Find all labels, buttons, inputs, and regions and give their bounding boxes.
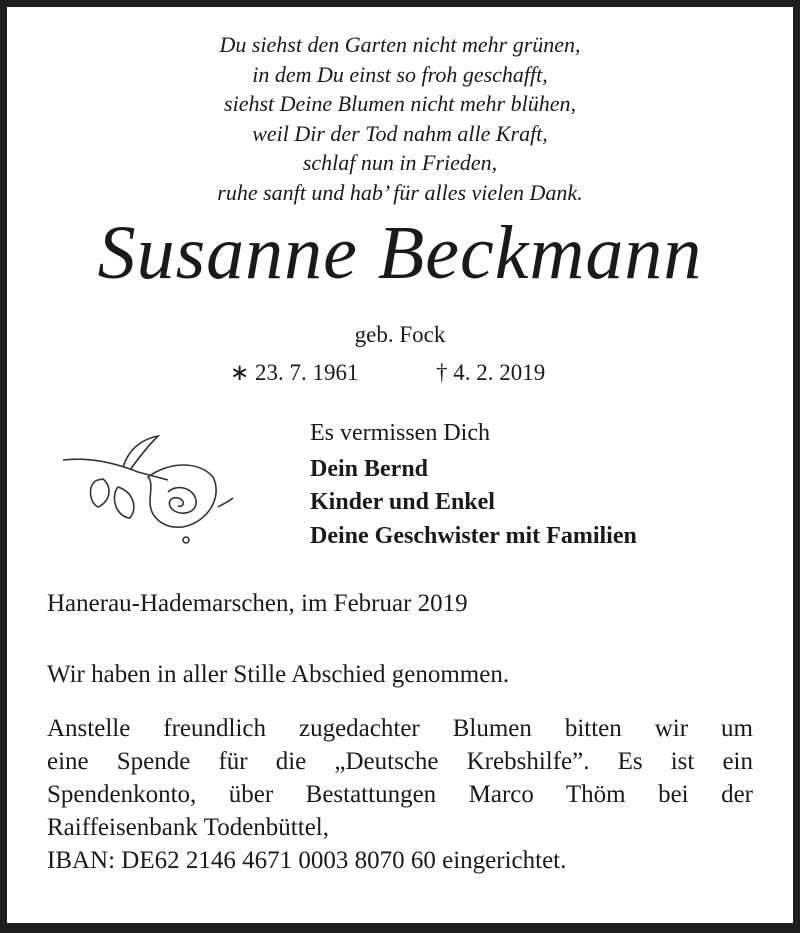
- deceased-name: Susanne Beckmann: [97, 211, 703, 295]
- mourners-intro: Es vermissen Dich: [310, 420, 490, 446]
- birth-name: geb. Fock: [354, 322, 446, 347]
- donation-line: eine Spende für die „Deutsche Krebshilfe”. Es ist ein: [47, 748, 753, 775]
- donation-line: Raiffeisenbank Todenbüttel,: [47, 814, 329, 841]
- iban-line: IBAN: DE62 2146 4671 0003 8070 60 eingerichtet.: [47, 847, 567, 874]
- poem: [0, 30, 800, 208]
- donation-paragraph: [47, 712, 753, 877]
- mourner: Dein Bernd: [310, 456, 429, 482]
- mourner: Kinder und Enkel: [310, 489, 495, 515]
- poem-line: weil Dir der Tod nahm alle Kraft,: [252, 120, 548, 146]
- poem-line: Du siehst den Garten nicht mehr grünen,: [219, 32, 581, 57]
- poem-line: siehst Deine Blumen nicht mehr blühen,: [224, 91, 576, 117]
- birth-date: ∗ 23. 7. 1961: [230, 360, 359, 385]
- death-date: † 4. 2. 2019: [436, 360, 546, 385]
- farewell-text: Wir haben in aller Stille Abschied genommen.: [47, 661, 510, 688]
- mourner: Deine Geschwister mit Familien: [310, 523, 637, 549]
- donation-line: Anstelle freundlich zugedachter Blumen bitten wir um: [47, 715, 753, 742]
- poem-line: ruhe sanft und hab’ für alles vielen Dank.: [217, 179, 583, 205]
- rose-illustration: [58, 432, 238, 552]
- poem-line: in dem Du einst so froh geschafft,: [252, 61, 548, 87]
- poem-line: schlaf nun in Frieden,: [302, 150, 498, 176]
- donation-line: Spendenkonto, über Bestattungen Marco Thöm bei der: [47, 781, 753, 808]
- place-date: Hanerau-Hademarschen, im Februar 2019: [47, 590, 468, 617]
